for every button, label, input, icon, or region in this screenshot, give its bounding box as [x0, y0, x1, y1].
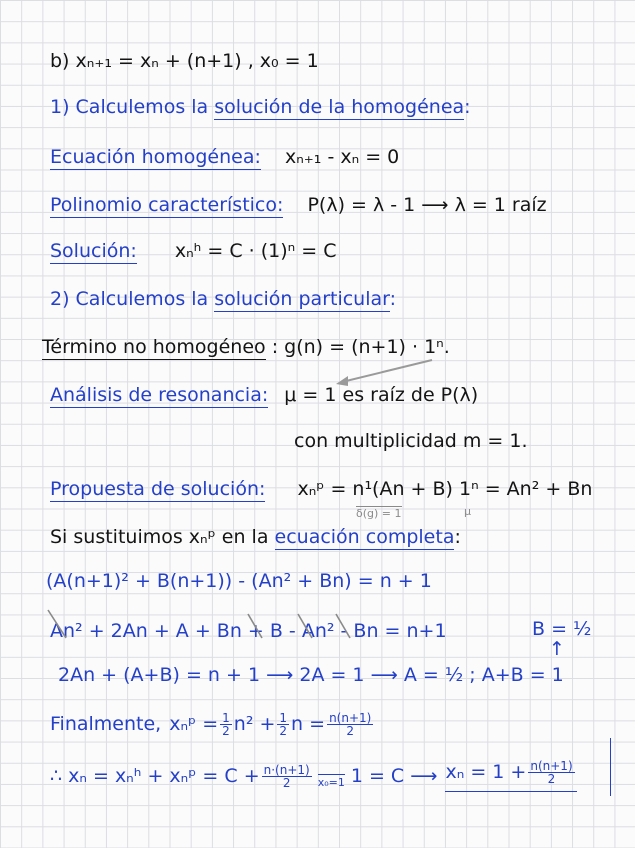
problem-statement: b) xₙ₊₁ = xₙ + (n+1) , x₀ = 1 [50, 50, 319, 72]
general-solution-prefix: ∴ xₙ = xₙʰ + xₙᵖ = C + [50, 764, 260, 787]
step2-underlined: solución particular [214, 288, 390, 310]
homogeneous-solution-label: Solución: [50, 240, 137, 262]
resonance-label: Análisis de resonancia: [50, 384, 269, 406]
fraction-general: $\frac{n\cdot(n+1)}{2}$ [263, 762, 310, 790]
homogeneous-equation-label: Ecuación homogénea: [50, 146, 261, 168]
step2-heading [50, 290, 396, 309]
substitution-prefix: Si sustituimos xₙᵖ en la [50, 526, 275, 548]
initial-condition-arrow: x₀=1 [317, 776, 345, 789]
substitution-colon: : [454, 526, 461, 548]
substituted-equation: (A(n+1)² + B(n+1)) - (An² + Bn) = n + 1 [46, 570, 432, 592]
homogeneous-equation: xₙ₊₁ - xₙ = 0 [284, 146, 400, 168]
step1-prefix: 1) Calculemos la [50, 96, 215, 118]
substitution-line [50, 528, 461, 547]
particular-mid: n² + [233, 713, 276, 735]
homogeneous-solution: xₙʰ = C · (1)ⁿ = C [174, 240, 337, 262]
characteristic-polynomial-label: Polinomio característico: [50, 194, 284, 216]
proposed-solution-line [50, 480, 592, 499]
resonance-statement: μ = 1 es raíz de P(λ) [284, 384, 479, 406]
step2-colon: : [389, 288, 397, 310]
multiplicity-line: con multiplicidad m = 1. [294, 430, 528, 452]
proposed-solution: xₙᵖ = n¹(An + B) 1ⁿ = An² + Bn [297, 478, 593, 500]
step2-prefix: 2) Calculemos la [50, 288, 215, 310]
degree-annotation: δ(g) = 1 [356, 507, 402, 520]
final-answer [445, 760, 576, 792]
characteristic-polynomial-line [50, 196, 547, 215]
characteristic-polynomial: P(λ) = λ - 1 ⟶ λ = 1 raíz [307, 194, 547, 216]
nonhomogeneous-term-line [42, 338, 450, 357]
step1-underlined: solución de la homogénea [214, 96, 465, 118]
general-solution-mid: 1 = C ⟶ [350, 764, 438, 787]
complete-equation-label: ecuación completa [274, 526, 455, 548]
fraction-final: $\frac{n(n+1)}{2}$ [530, 759, 573, 786]
mu-annotation: μ [464, 505, 471, 518]
final-particular-line [50, 712, 375, 737]
resonance-line [50, 386, 478, 405]
proposed-solution-label: Propuesta de solución: [50, 478, 266, 500]
answer-box-edge [610, 738, 611, 796]
b-value: B = ½ [532, 618, 592, 640]
step1-colon: : [464, 96, 471, 118]
fraction-half-a: $\frac{1}{2}$ [222, 711, 230, 738]
expanded-equation: An² + 2An + A + Bn + B - An² - Bn = n+1 [50, 620, 447, 642]
general-solution-line [50, 760, 577, 792]
final-answer-lhs: xₙ = 1 + [445, 761, 527, 783]
homogeneous-solution-line [50, 242, 337, 261]
particular-mid2: n = [291, 713, 326, 735]
step1-heading [50, 98, 471, 117]
fraction-result: $\frac{n(n+1)}{2}$ [329, 711, 372, 738]
finally-label: Finalmente, [50, 713, 162, 735]
fraction-half-b: $\frac{1}{2}$ [279, 711, 288, 738]
nonhomogeneous-term: : g(n) = (n+1) · 1ⁿ. [271, 336, 450, 358]
particular-label: xₙᵖ = [169, 713, 219, 735]
cancellation-strokes [44, 608, 384, 648]
nonhomogeneous-term-label: Término no homogéneo [42, 336, 266, 358]
b-value-arrow: ↑ [549, 638, 565, 660]
homogeneous-equation-line [50, 148, 399, 167]
coefficient-comparison: 2An + (A+B) = n + 1 ⟶ 2A = 1 ⟶ A = ½ ; A+B = 1 [58, 664, 564, 686]
